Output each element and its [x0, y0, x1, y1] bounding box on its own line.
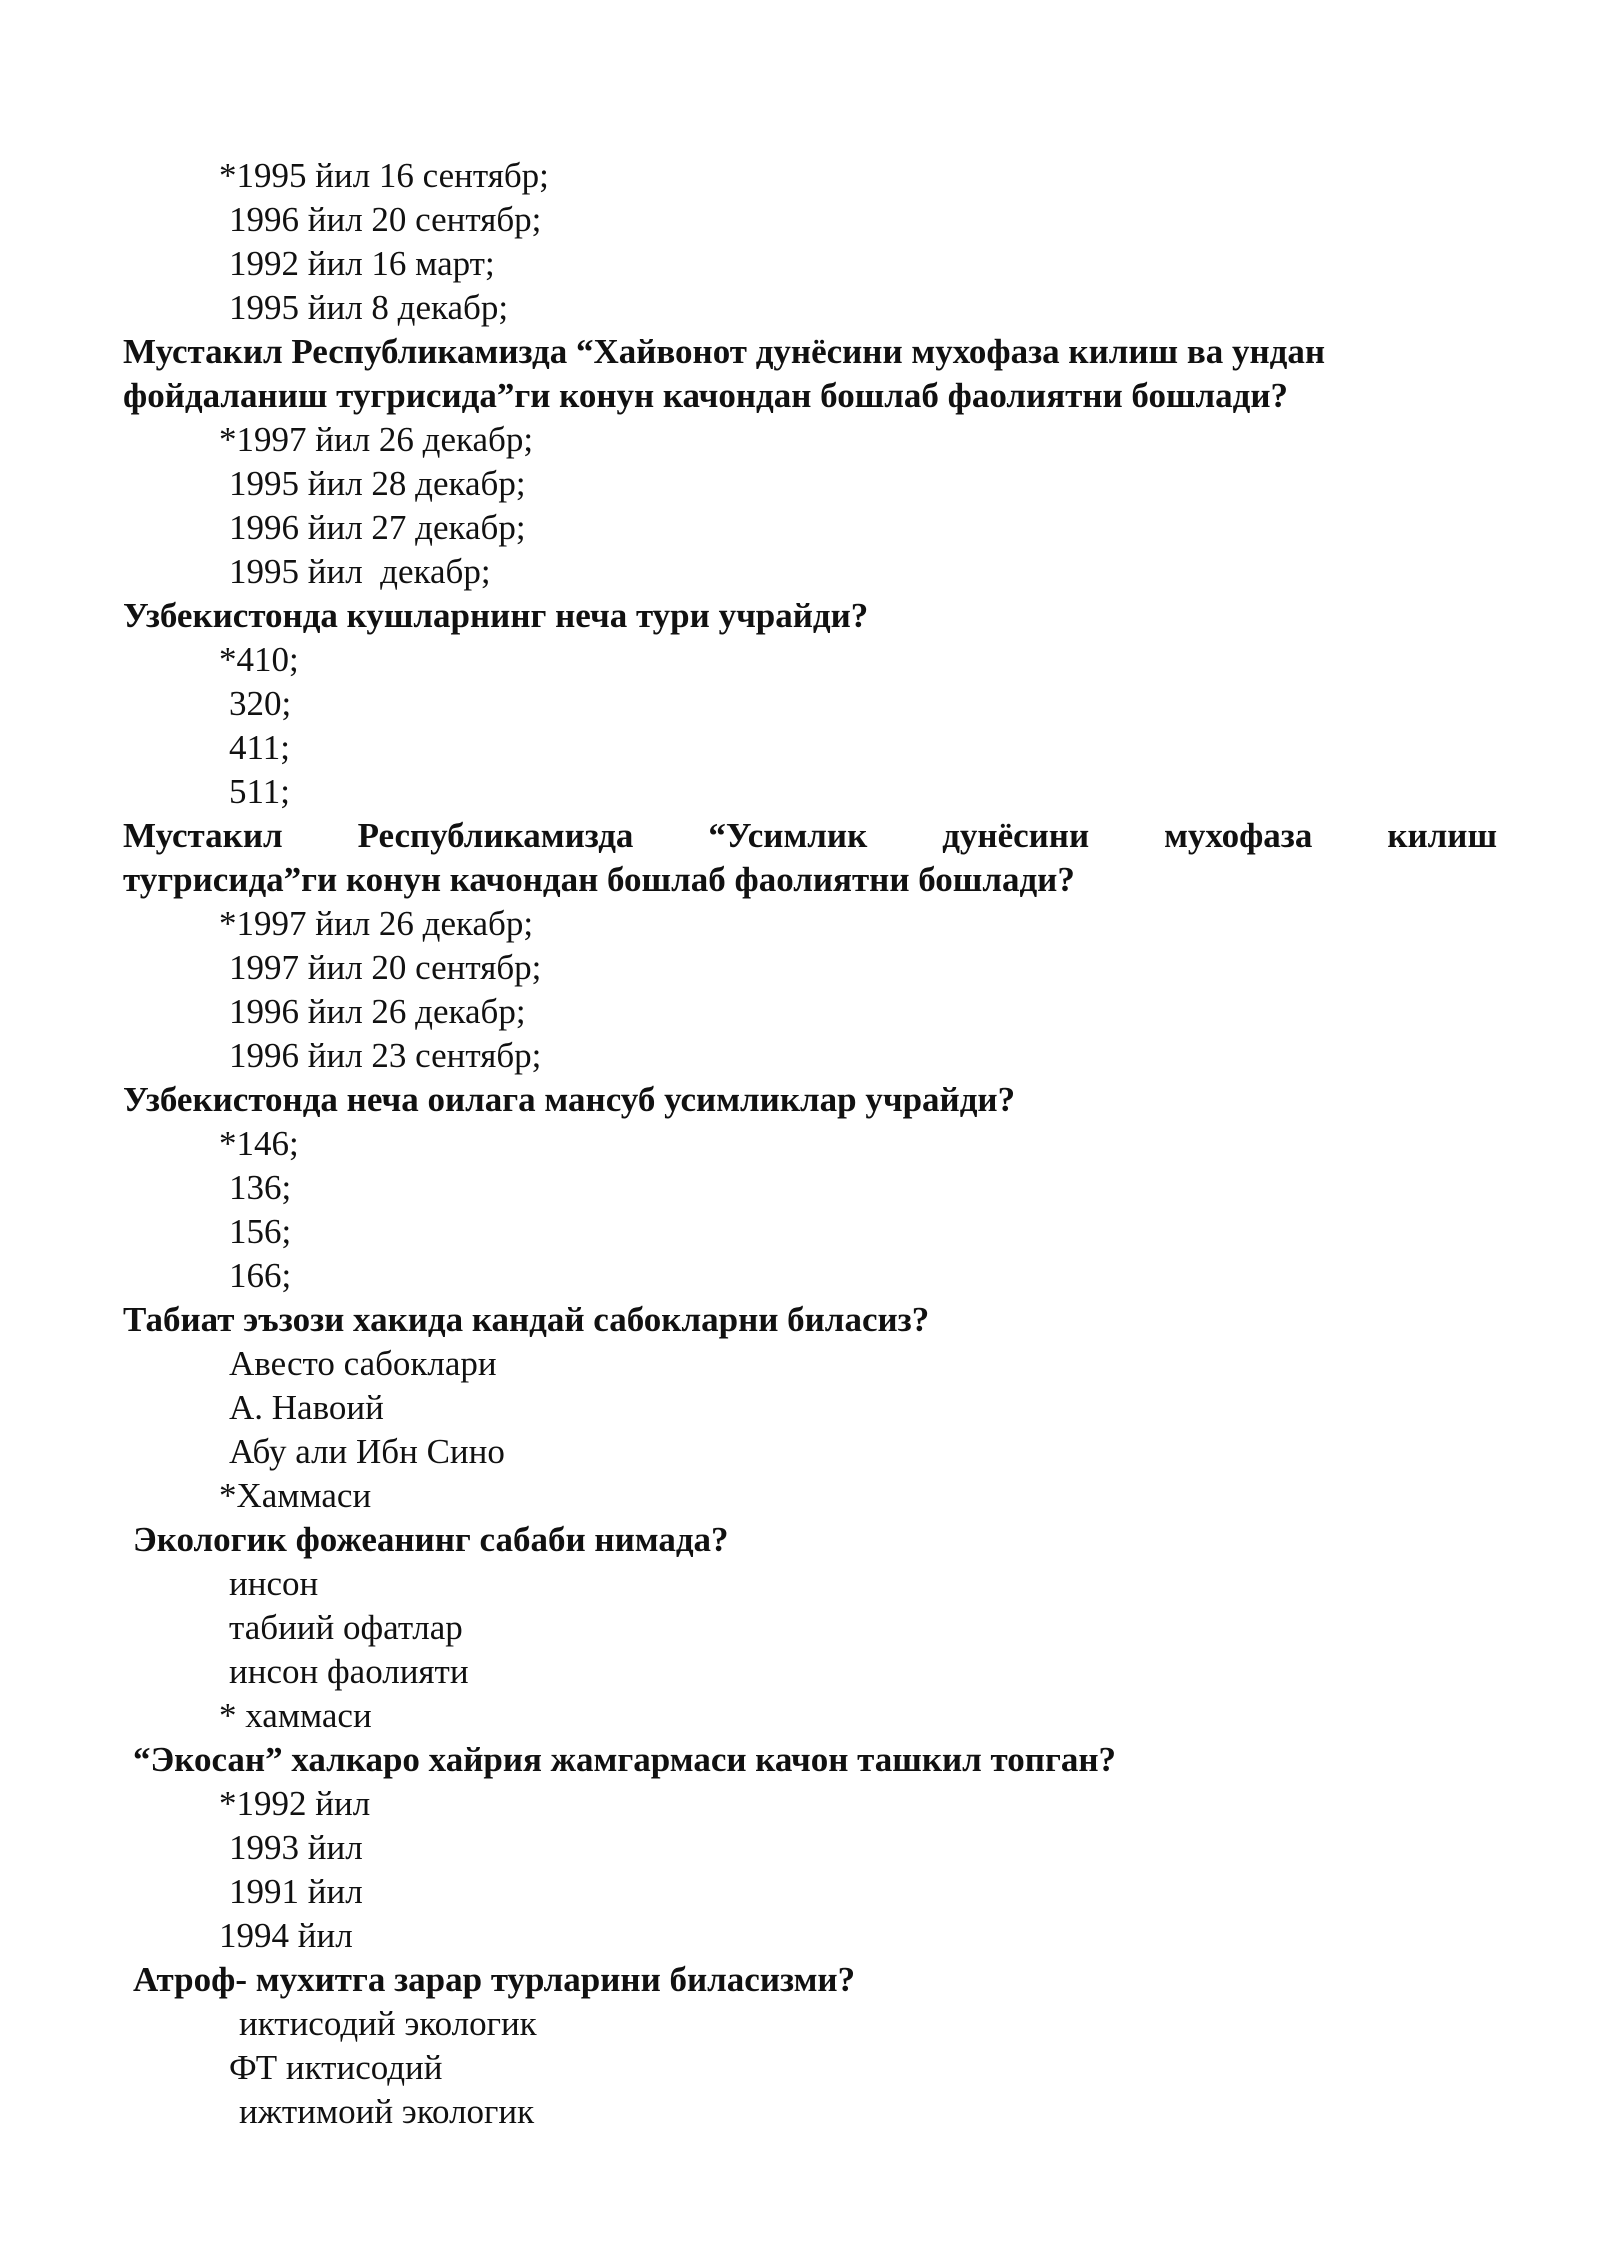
- l19: 1997 йил 20 сентябр;: [229, 948, 542, 987]
- l39: 1993 йил: [229, 1828, 363, 1867]
- question-line: Мустакил Республикамизда “Усимлик дунёсини мухофаза килиш: [123, 816, 1497, 855]
- l3: 1992 йил 16 март;: [229, 244, 495, 283]
- l30: Абу али Ибн Сино: [229, 1432, 505, 1471]
- l8: 1995 йил 28 декабр;: [229, 464, 526, 503]
- l40: 1991 йил: [229, 1872, 363, 1911]
- l20: 1996 йил 26 декабр;: [229, 992, 526, 1031]
- l36: * хаммаси: [219, 1696, 372, 1735]
- question-line: тугрисида”ги конун качондан бошлаб фаолиятни бошлади?: [123, 860, 1075, 899]
- l15: 511;: [229, 772, 290, 811]
- l44: ФТ иктисодий: [229, 2048, 443, 2087]
- l13: 320;: [229, 684, 292, 723]
- l25: 156;: [229, 1212, 292, 1251]
- l21: 1996 йил 23 сентябр;: [229, 1036, 542, 1075]
- l45: ижтимоий экологик: [239, 2092, 535, 2131]
- l1: *1995 йил 16 сентябр;: [219, 156, 549, 195]
- question-line: Узбекистонда неча оилага мансуб усимликлар учрайди?: [123, 1080, 1016, 1119]
- l31: *Хаммаси: [219, 1476, 372, 1515]
- question-line: “Экосан” халкаро хайрия жамгармаси качон ташкил топган?: [133, 1740, 1117, 1779]
- l24: 136;: [229, 1168, 292, 1207]
- l33: инсон: [229, 1564, 319, 1603]
- question-line: Атроф- мухитга зарар турларини биласизми?: [133, 1960, 856, 1999]
- l7: *1997 йил 26 декабр;: [219, 420, 534, 459]
- l34: табиий офатлар: [229, 1608, 463, 1647]
- l43: иктисодий экологик: [239, 2004, 537, 2043]
- l4: 1995 йил 8 декабр;: [229, 288, 509, 327]
- l23: *146;: [219, 1124, 299, 1163]
- l38: *1992 йил: [219, 1784, 371, 1823]
- question-line: Узбекистонда кушларнинг неча тури учрайди?: [123, 596, 869, 635]
- l26: 166;: [229, 1256, 292, 1295]
- question-line: Экологик фожеанинг сабаби нимада?: [133, 1520, 729, 1559]
- question-line: Мустакил Республикамизда “Хайвонот дунёсини мухофаза килиш ва ундан: [123, 332, 1326, 371]
- l2: 1996 йил 20 сентябр;: [229, 200, 542, 239]
- question-line: фойдаланиш тугрисида”ги конун качондан бошлаб фаолиятни бошлади?: [123, 376, 1289, 415]
- l18: *1997 йил 26 декабр;: [219, 904, 534, 943]
- l9: 1996 йил 27 декабр;: [229, 508, 526, 547]
- l12: *410;: [219, 640, 299, 679]
- l28: Авесто сабоклари: [229, 1344, 497, 1383]
- question-line: Табиат эъзози хакида кандай сабокларни биласиз?: [123, 1300, 930, 1339]
- l35: инсон фаолияти: [229, 1652, 469, 1691]
- l14: 411;: [229, 728, 290, 767]
- l41: 1994 йил: [219, 1916, 353, 1955]
- l29: А. Навоий: [229, 1388, 384, 1427]
- l10: 1995 йил декабр;: [229, 552, 491, 591]
